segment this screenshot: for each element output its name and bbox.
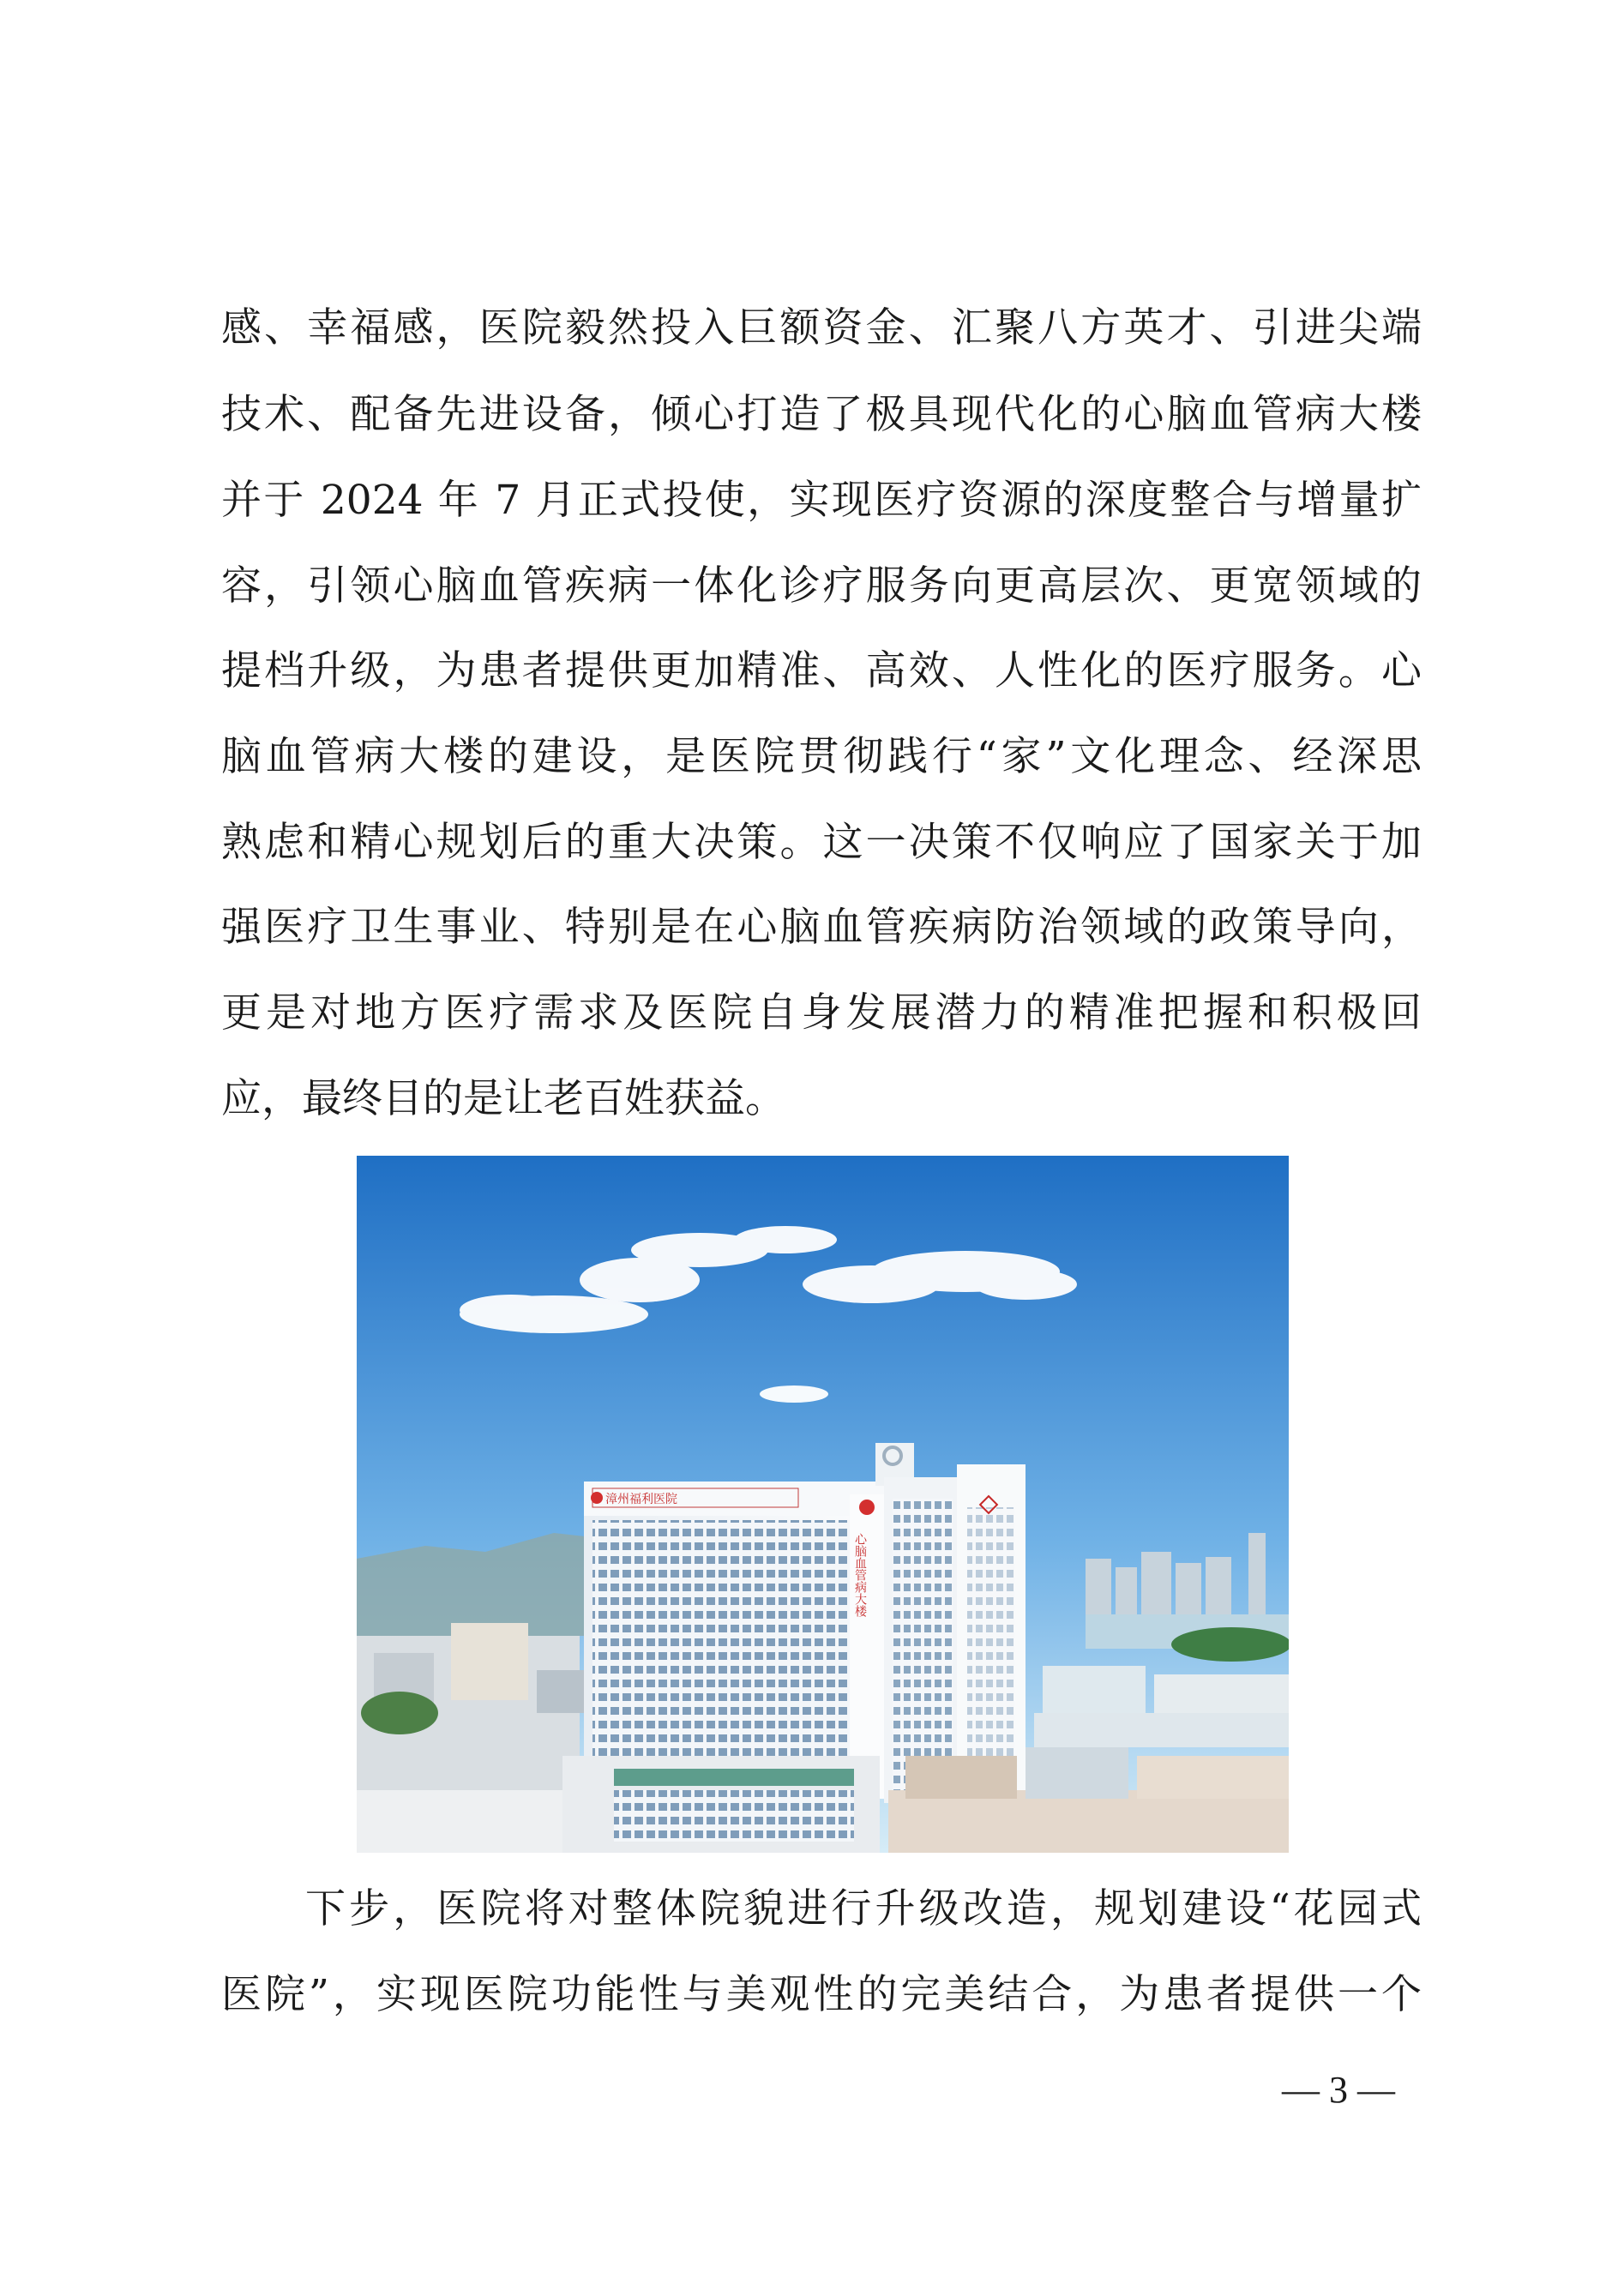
page-number: — 3 — [1282,2069,1395,2111]
text-line: 感、幸福感，医院毅然投入巨额资金、汇聚八方英才、引进尖端 [221,304,1422,352]
photo-illustration [357,1156,1289,1853]
hospital-building-photo [357,1156,1289,1853]
text-line: 下步，医院将对整体院貌进行升级改造，规划建设“花园式 [305,1885,1422,1932]
text-line: 医院”，实现医院功能性与美观性的完美结合，为患者提供一个 [221,1971,1422,2018]
vertical-sign: 心脑血管病大楼 [853,1533,867,1617]
text-line: 强医疗卫生事业、特别是在心脑血管疾病防治领域的政策导向， [221,904,1422,951]
text-line: 熟虑和精心规划后的重大决策。这一决策不仅响应了国家关于加 [221,819,1422,866]
second-tower [884,1464,1026,1803]
text-line: 提档升级，为患者提供更加精准、高效、人性化的医疗服务。心 [221,647,1422,694]
roof-sign: 漳州福利医院 [605,1493,677,1506]
text-line: 更是对地方医疗需求及医院自身发展潜力的精准把握和积极回 [221,989,1422,1037]
text-line: 并于 2024 年 7 月正式投使，实现医疗资源的深度整合与增量扩 [221,477,1422,524]
text-line: 技术、配备先进设备，倾心打造了极具现代化的心脑血管病大楼 [221,391,1422,438]
main-tower [584,1443,914,1799]
text-line: 应，最终目的是让老百姓获益。 [221,1075,785,1122]
text-line: 容，引领心脑血管疾病一体化诊疗服务向更高层次、更宽领域的 [221,562,1422,610]
text-line: 脑血管病大楼的建设，是医院贯彻践行“家”文化理念、经深思 [221,733,1422,780]
